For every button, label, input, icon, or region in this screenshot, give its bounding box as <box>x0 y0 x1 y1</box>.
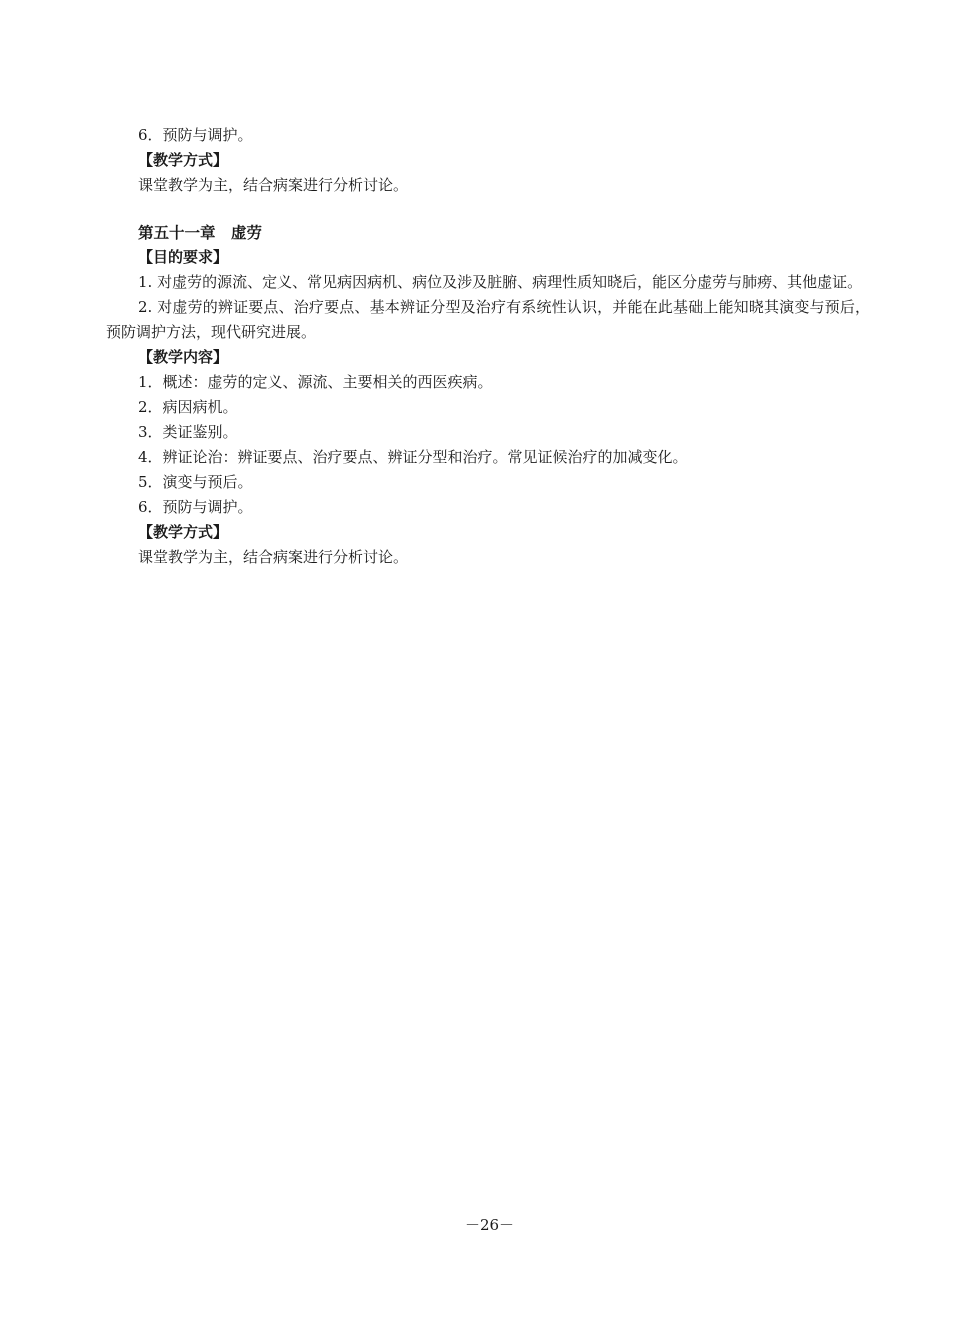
prev-method-heading: 【教学方式】 <box>138 151 229 169</box>
prev-item-prevention: 6．预防与调护。 <box>138 126 253 144</box>
section-gap <box>106 198 870 220</box>
content-item-prevention: 6．预防与调护。 <box>138 498 253 516</box>
method-heading: 【教学方式】 <box>138 523 229 541</box>
content-heading: 【教学内容】 <box>138 348 229 366</box>
content-item-differentiation: 3．类证鉴别。 <box>138 423 238 441</box>
page-number: －26－ <box>464 1216 515 1234</box>
goal-paragraph-1: 1. 对虚劳的源流、定义、常见病因病机、病位及涉及脏腑、病理性质知晓后，能区分虚劳与肺痨、其他虚证。 <box>138 273 863 291</box>
content-item-etiology: 2．病因病机。 <box>138 398 238 416</box>
content-item-prognosis: 5．演变与预后。 <box>138 473 253 491</box>
method-text: 课堂教学为主，结合病案进行分析讨论。 <box>138 548 409 566</box>
content-item-treatment: 4．辨证论治：辨证要点、治疗要点、辨证分型和治疗。常见证候治疗的加减变化。 <box>138 448 688 466</box>
prev-method-text: 课堂教学为主，结合病案进行分析讨论。 <box>138 176 409 194</box>
goal-paragraph-2: 2. 对虚劳的辨证要点、治疗要点、基本辨证分型及治疗有系统性认识，并能在此基础上能知晓其演变与预后，预防调护方法，现代研究进展。 <box>106 298 870 341</box>
content-item-overview: 1．概述：虚劳的定义、源流、主要相关的西医疾病。 <box>138 373 493 391</box>
goals-heading: 【目的要求】 <box>138 248 229 266</box>
page-content <box>106 123 870 570</box>
chapter-title: 第五十一章 虚劳 <box>138 223 263 242</box>
